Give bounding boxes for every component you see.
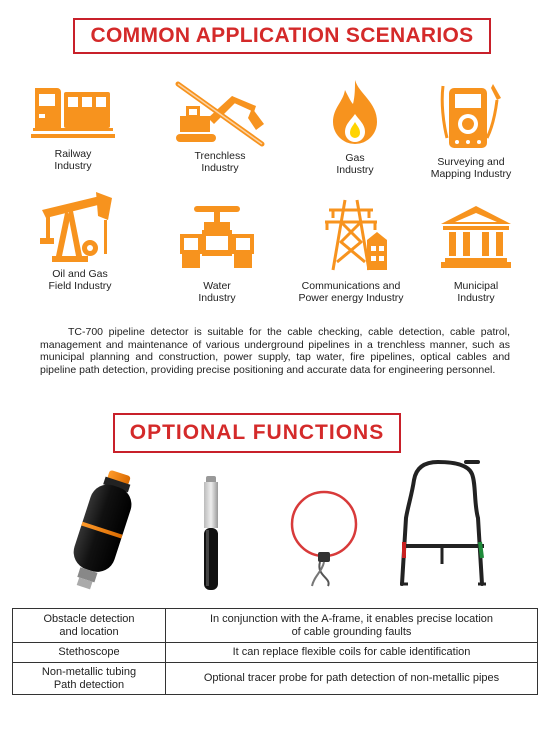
scenario-oil-gas [35,190,125,292]
description-paragraph: TC-700 pipeline detector is suitable for the cable checking, cable detection, cable patrol, management and maintenance of various underground pipelines in a trenchless manner, such as municipal planning and construction, power supply, tap water, fire pipelines, optical cables and pipeline path detection, providing precise positioning and accurate data for engineering personnel. [40,326,510,376]
scenario-label: Water Industry [198,280,236,304]
table-row [13,643,538,663]
scenarios-title: COMMON APPLICATION SCENARIOS [73,18,491,54]
table-row [13,663,538,695]
stethoscope-probe-image [196,476,226,594]
scenario-label: Gas Industry [336,152,374,176]
flame-icon [325,78,385,146]
scenario-label: Surveying and Mapping Industry [430,156,512,180]
optional-functions-title: OPTIONAL FUNCTIONS [113,413,401,453]
a-frame-image [400,462,486,584]
oil-pump-icon [38,190,122,266]
flexible-coil-image [288,486,362,590]
scenario-surveying [421,82,521,180]
scenario-label: Trenchless Industry [194,150,246,174]
function-description: In conjunction with the A-frame, it enables precise location of cable grounding faults [209,612,494,638]
scenario-railway [28,78,118,172]
scenario-label: Railway Industry [54,148,92,172]
function-description: Optional tracer probe for path detection of non-metallic pipes [203,672,500,684]
scenario-label: Oil and Gas Field Industry [48,268,112,292]
power-tower-icon [311,196,391,274]
function-description: It can replace flexible coils for cable identification [232,646,471,658]
multimeter-icon [431,82,511,152]
scenario-label: Communications and Power energy Industry [298,280,404,304]
scenario-municipal [428,204,524,304]
function-name: Obstacle detection and location [43,612,135,638]
optional-functions-table [12,608,538,695]
table-row [13,609,538,643]
municipal-building-icon [439,204,513,270]
train-icon [31,78,115,144]
scenario-water [170,204,264,304]
function-name: Non-metallic tubing Path detection [41,665,137,691]
excavator-icon [170,78,270,150]
scenario-trenchless [170,78,270,174]
scenario-gas [310,78,400,176]
function-name: Stethoscope [58,646,120,658]
scenario-communications [288,196,414,304]
obstacle-detector-image [64,470,138,596]
scenario-label: Municipal Industry [453,280,499,304]
water-valve-icon [180,204,254,270]
